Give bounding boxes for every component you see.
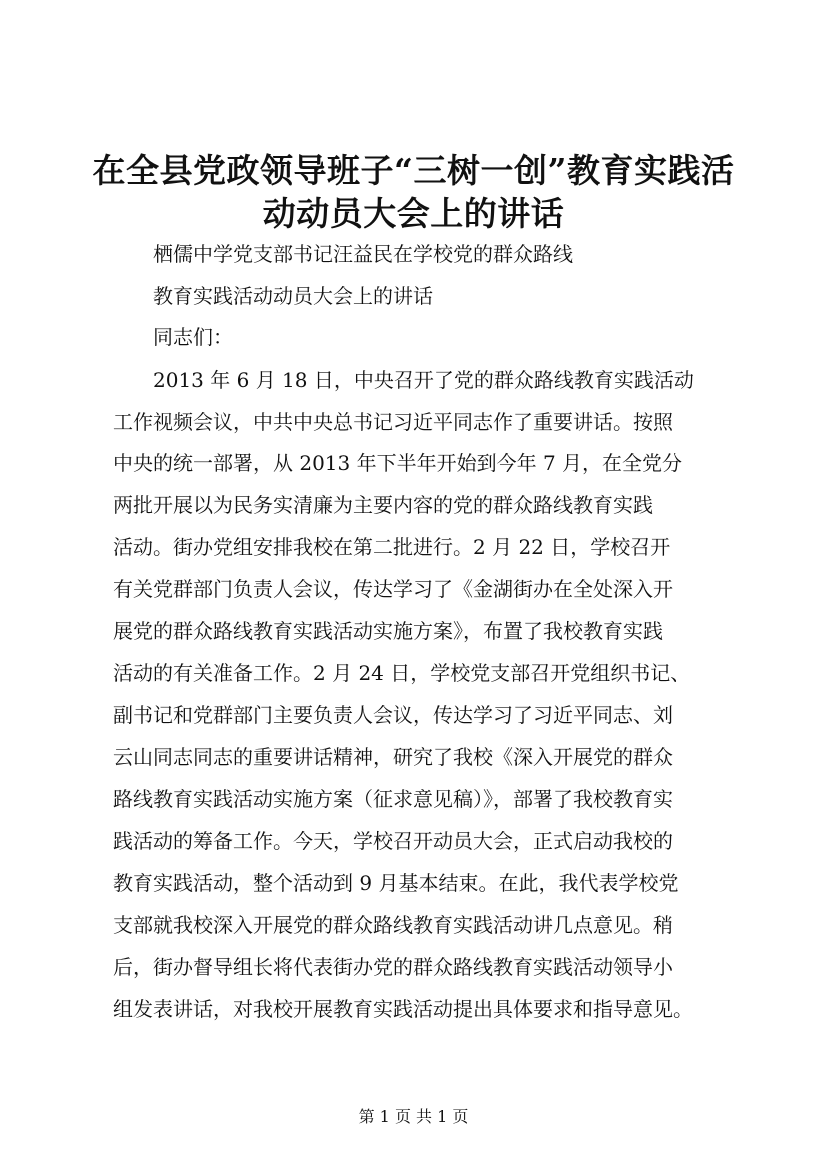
body-line: 践活动的筹备工作。今天，学校召开动员大会，正式启动我校的 <box>113 829 673 853</box>
body-line: 活动的有关准备工作。2 月 24 日，学校党支部召开党组织书记、 <box>113 661 691 685</box>
body-line: 有关党群部门负责人会议，传达学习了《金湖街办在全处深入开 <box>113 577 673 601</box>
body-line: 后，街办督导组长将代表街办党的群众路线教育实践活动领导小 <box>113 955 673 979</box>
body-line: 云山同志同志的重要讲话精神，研究了我校《深入开展党的群众 <box>113 745 673 769</box>
document-title-line-2: 动动员大会上的讲话 <box>262 194 565 233</box>
body-line: 路线教育实践活动实施方案（征求意见稿）》，部署了我校教育实 <box>113 787 673 811</box>
body-line: 两批开展以为民务实清廉为主要内容的党的群众路线教育实践 <box>113 493 653 517</box>
body-line: 组发表讲话，对我校开展教育实践活动提出具体要求和指导意见。 <box>113 997 693 1021</box>
body-line: 中央的统一部署，从 2013 年下半年开始到今年 7 月，在全党分 <box>113 451 683 475</box>
document-title-line-1: 在全县党政领导班子“三树一创”教育实践活 <box>92 151 735 190</box>
body-line: 活动。街办党组安排我校在第二批进行。2 月 22 日，学校召开 <box>113 535 671 559</box>
body-line: 展党的群众路线教育实践活动实施方案》，布置了我校教育实践 <box>113 619 663 643</box>
body-line: 工作视频会议，中共中央总书记习近平同志作了重要讲话。按照 <box>113 410 673 434</box>
subtitle-line-1: 栖儒中学党支部书记汪益民在学校党的群众路线 <box>153 242 573 266</box>
body-line: 2013 年 6 月 18 日，中央召开了党的群众路线教育实践活动 <box>153 368 694 392</box>
body-line: 支部就我校深入开展党的群众路线教育实践活动讲几点意见。稍 <box>113 913 673 937</box>
body-line: 副书记和党群部门主要负责人会议，传达学习了习近平同志、刘 <box>113 703 673 727</box>
subtitle-line-2: 教育实践活动动员大会上的讲话 <box>153 284 433 308</box>
page-number-footer: 第 1 页 共 1 页 <box>358 1107 469 1126</box>
salutation: 同志们： <box>153 325 233 349</box>
body-line: 教育实践活动，整个活动到 9 月基本结束。在此，我代表学校党 <box>113 871 679 895</box>
